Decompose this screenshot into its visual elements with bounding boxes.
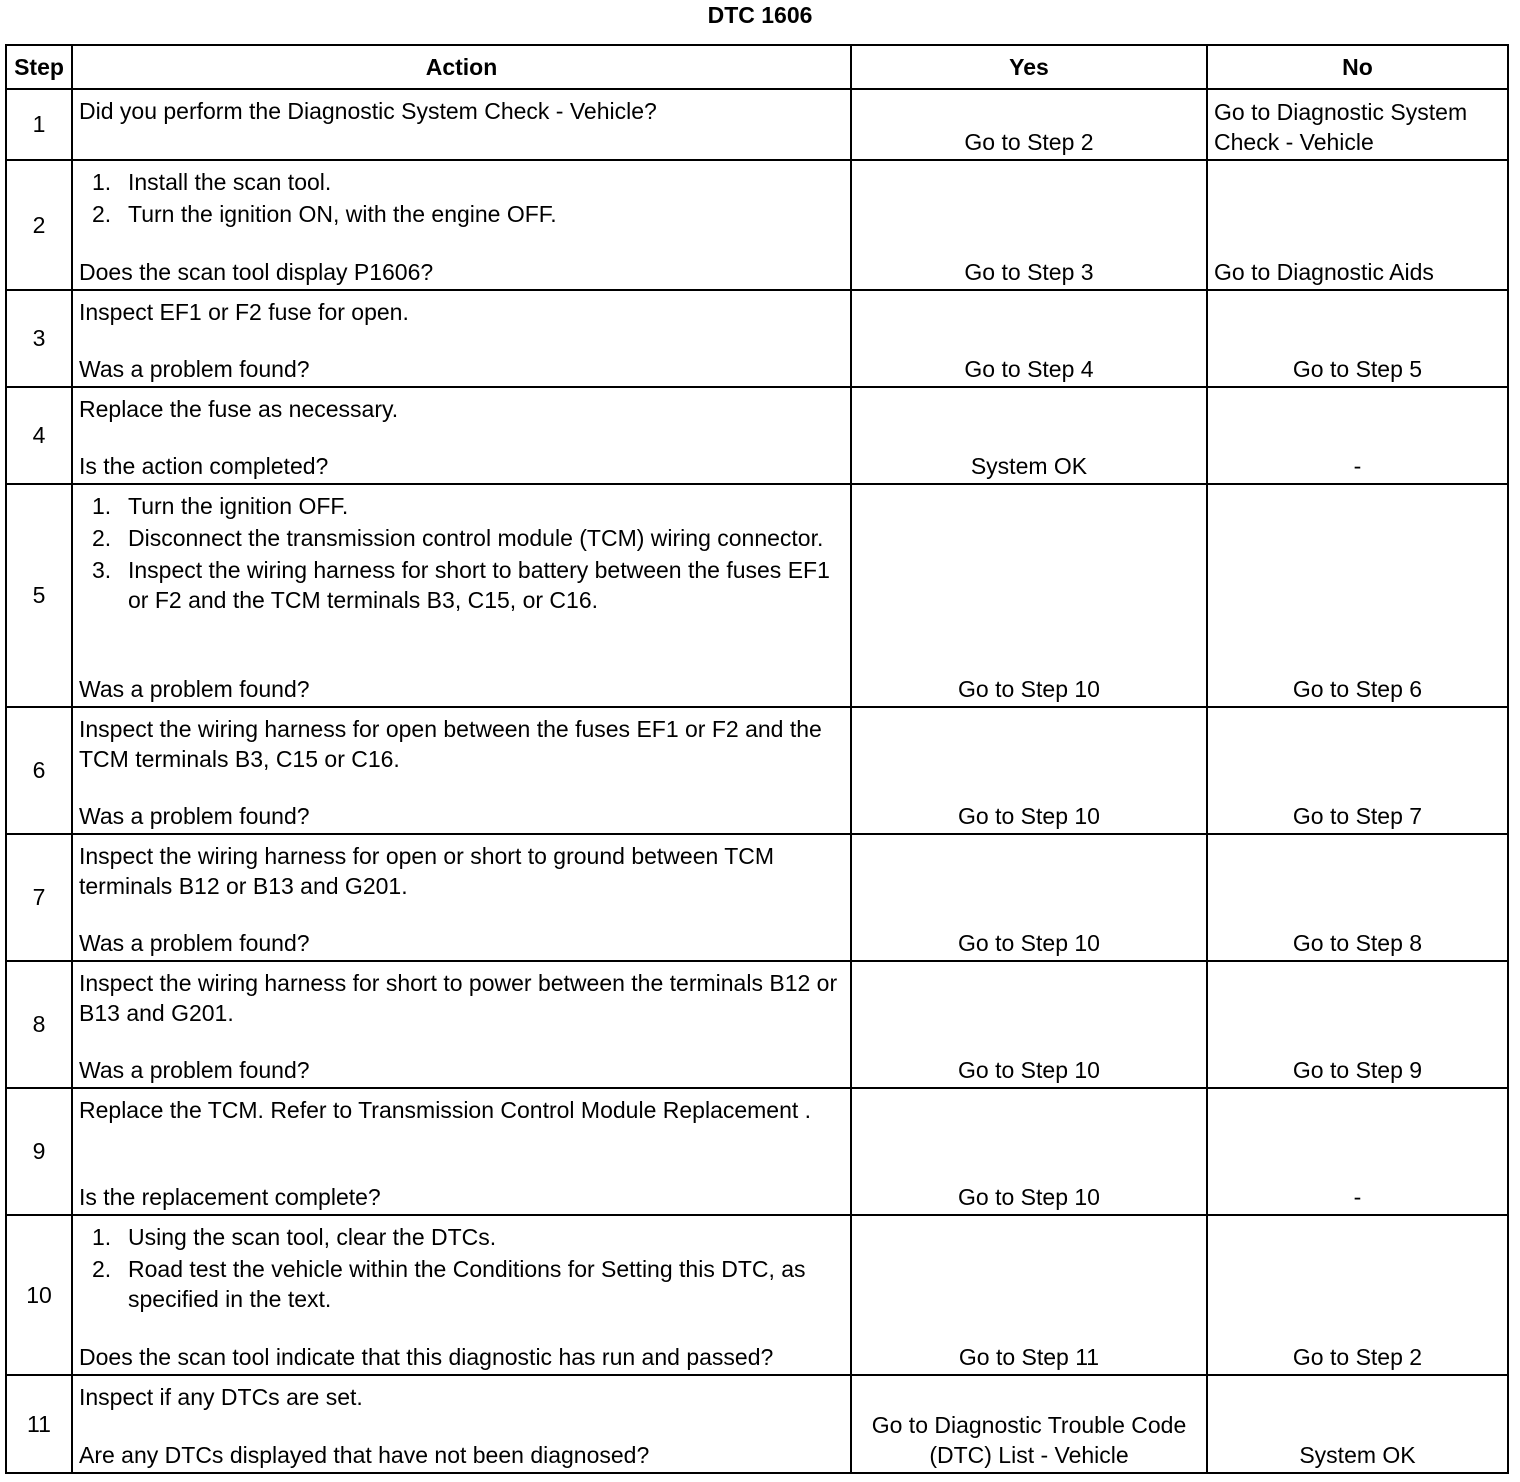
- list-item-text: Turn the ignition OFF.: [128, 493, 349, 519]
- yes-cell: [851, 387, 1207, 484]
- action-cell: [72, 484, 851, 707]
- list-item: 2. Disconnect the transmission control module (TCM) wiring connector.: [92, 525, 824, 551]
- action-question: Was a problem found?: [79, 930, 310, 956]
- step-number: 4: [6, 387, 72, 484]
- table-row: [6, 1215, 1508, 1375]
- no-result: -: [1353, 453, 1362, 479]
- header-action: Action: [72, 45, 851, 89]
- action-cell: [72, 290, 851, 387]
- action-question: Are any DTCs displayed that have not been diagnosed?: [79, 1442, 650, 1468]
- yes-result: System OK: [970, 453, 1088, 479]
- no-result: Go to Step 5: [1292, 356, 1423, 382]
- no-cell: [1207, 961, 1508, 1088]
- action-cell: [72, 387, 851, 484]
- no-cell: [1207, 1215, 1508, 1375]
- yes-result: Go to Step 4: [964, 356, 1094, 382]
- yes-cell: [851, 290, 1207, 387]
- step-number: 1: [6, 89, 72, 160]
- table-row: [6, 707, 1508, 834]
- no-result: -: [1353, 1184, 1362, 1210]
- list-item-text: Install the scan tool.: [128, 169, 332, 195]
- action-text: Replace the TCM. Refer to Transmission Control Module Replacement .: [79, 1097, 812, 1123]
- yes-result: Go to Step 10: [958, 930, 1100, 956]
- no-result: Go to Diagnostic System Check - Vehicle: [1214, 99, 1468, 155]
- yes-result: Go to Step 11: [958, 1344, 1100, 1370]
- step-number: 3: [6, 290, 72, 387]
- action-question: Does the scan tool indicate that this diagnostic has run and passed?: [79, 1344, 774, 1370]
- step-number: 9: [6, 1088, 72, 1215]
- table-row: [6, 484, 1508, 707]
- action-text: Inspect if any DTCs are set.: [79, 1384, 363, 1410]
- action-cell: [72, 1375, 851, 1473]
- table-row: [6, 1088, 1508, 1215]
- step-number: 11: [6, 1375, 72, 1473]
- diagnostic-table: [5, 44, 1509, 1474]
- no-result: Go to Step 6: [1292, 676, 1423, 702]
- step-number: 8: [6, 961, 72, 1088]
- list-item-text: Inspect the wiring harness for short to battery between the fuses EF1 or F2 and the TCM terminals B3, C15, or C16.: [128, 557, 830, 613]
- header-yes: Yes: [851, 45, 1207, 89]
- action-cell: [72, 89, 851, 160]
- table-row: [6, 961, 1508, 1088]
- no-cell: [1207, 1088, 1508, 1215]
- no-result: Go to Step 9: [1292, 1057, 1423, 1083]
- list-item-text: Road test the vehicle within the Conditions for Setting this DTC, as specified in the text.: [128, 1256, 806, 1312]
- yes-cell: [851, 160, 1207, 290]
- table-row: [6, 387, 1508, 484]
- yes-cell: [851, 1375, 1207, 1473]
- step-number: 10: [6, 1215, 72, 1375]
- action-text: Inspect the wiring harness for open or short to ground between TCM terminals B12 or B13 and G201.: [79, 843, 775, 899]
- action-text: Did you perform the Diagnostic System Check - Vehicle?: [79, 98, 657, 124]
- action-question: Is the action completed?: [79, 453, 329, 479]
- list-item: 1. Turn the ignition OFF.: [92, 493, 349, 519]
- yes-cell: [851, 1088, 1207, 1215]
- no-cell: [1207, 834, 1508, 961]
- no-cell: [1207, 484, 1508, 707]
- action-question: Was a problem found?: [79, 803, 310, 829]
- no-result: Go to Step 8: [1292, 930, 1423, 956]
- no-result: Go to Diagnostic Aids: [1214, 259, 1434, 285]
- action-question: Was a problem found?: [79, 1057, 310, 1083]
- yes-result: Go to Step 10: [958, 676, 1100, 702]
- action-question: Was a problem found?: [79, 356, 310, 382]
- action-cell: [72, 707, 851, 834]
- step-number: 5: [6, 484, 72, 707]
- table-row: [6, 160, 1508, 290]
- table-body: [6, 89, 1508, 1473]
- action-question: Does the scan tool display P1606?: [79, 259, 434, 285]
- step-number: 2: [6, 160, 72, 290]
- no-cell: [1207, 707, 1508, 834]
- yes-result: Go to Step 2: [964, 129, 1094, 155]
- header-row: [6, 45, 1508, 89]
- list-item-text: Disconnect the transmission control module (TCM) wiring connector.: [128, 525, 824, 551]
- list-item-text: Using the scan tool, clear the DTCs.: [128, 1224, 497, 1250]
- step-number: 7: [6, 834, 72, 961]
- action-text: Inspect EF1 or F2 fuse for open.: [79, 299, 409, 325]
- yes-cell: [851, 834, 1207, 961]
- header-no: No: [1207, 45, 1508, 89]
- table-row: [6, 290, 1508, 387]
- list-item: 3. Inspect the wiring harness for short to battery between the fuses EF1 or F2 and the TCM terminals B3, C15, or C16.: [92, 557, 830, 613]
- no-result: Go to Step 7: [1292, 803, 1423, 829]
- yes-cell: [851, 484, 1207, 707]
- table-row: [6, 834, 1508, 961]
- action-question: Was a problem found?: [79, 676, 310, 702]
- action-cell: [72, 160, 851, 290]
- action-text: Inspect the wiring harness for open between the fuses EF1 or F2 and the TCM terminals B3, C15 or C16.: [79, 716, 822, 772]
- yes-cell: [851, 1215, 1207, 1375]
- yes-cell: [851, 961, 1207, 1088]
- no-cell: [1207, 1375, 1508, 1473]
- step-number: 6: [6, 707, 72, 834]
- list-item: 2. Turn the ignition ON, with the engine OFF.: [92, 201, 557, 227]
- list-item: 1. Using the scan tool, clear the DTCs.: [92, 1224, 497, 1250]
- action-cell: [72, 1215, 851, 1375]
- table-row: [6, 1375, 1508, 1473]
- yes-result: Go to Step 10: [958, 1057, 1100, 1083]
- yes-cell: [851, 89, 1207, 160]
- action-cell: [72, 834, 851, 961]
- yes-result: Go to Step 10: [958, 1184, 1100, 1210]
- numbered-list: [79, 491, 844, 617]
- action-text: Replace the fuse as necessary.: [79, 396, 399, 422]
- action-cell: [72, 1088, 851, 1215]
- no-cell: [1207, 89, 1508, 160]
- numbered-list: [79, 167, 844, 231]
- list-item: 1. Install the scan tool.: [92, 169, 332, 195]
- numbered-list: [79, 1222, 844, 1316]
- yes-result: Go to Step 10: [958, 803, 1100, 829]
- page-title: DTC 1606: [707, 2, 813, 28]
- no-result: Go to Step 2: [1292, 1344, 1423, 1370]
- action-cell: [72, 961, 851, 1088]
- header-step: Step: [6, 45, 72, 89]
- yes-result: Go to Step 3: [964, 259, 1094, 285]
- yes-cell: [851, 707, 1207, 834]
- no-cell: [1207, 160, 1508, 290]
- list-item-text: Turn the ignition ON, with the engine OFF.: [128, 201, 557, 227]
- no-cell: [1207, 290, 1508, 387]
- yes-result: Go to Diagnostic Trouble Code (DTC) List - Vehicle: [871, 1412, 1187, 1468]
- list-item: 2. Road test the vehicle within the Conditions for Setting this DTC, as specified in the text.: [92, 1256, 806, 1312]
- action-question: Is the replacement complete?: [79, 1184, 381, 1210]
- table-row: [6, 89, 1508, 160]
- no-cell: [1207, 387, 1508, 484]
- action-text: Inspect the wiring harness for short to power between the terminals B12 or B13 and G201.: [79, 970, 838, 1026]
- no-result: System OK: [1299, 1442, 1416, 1468]
